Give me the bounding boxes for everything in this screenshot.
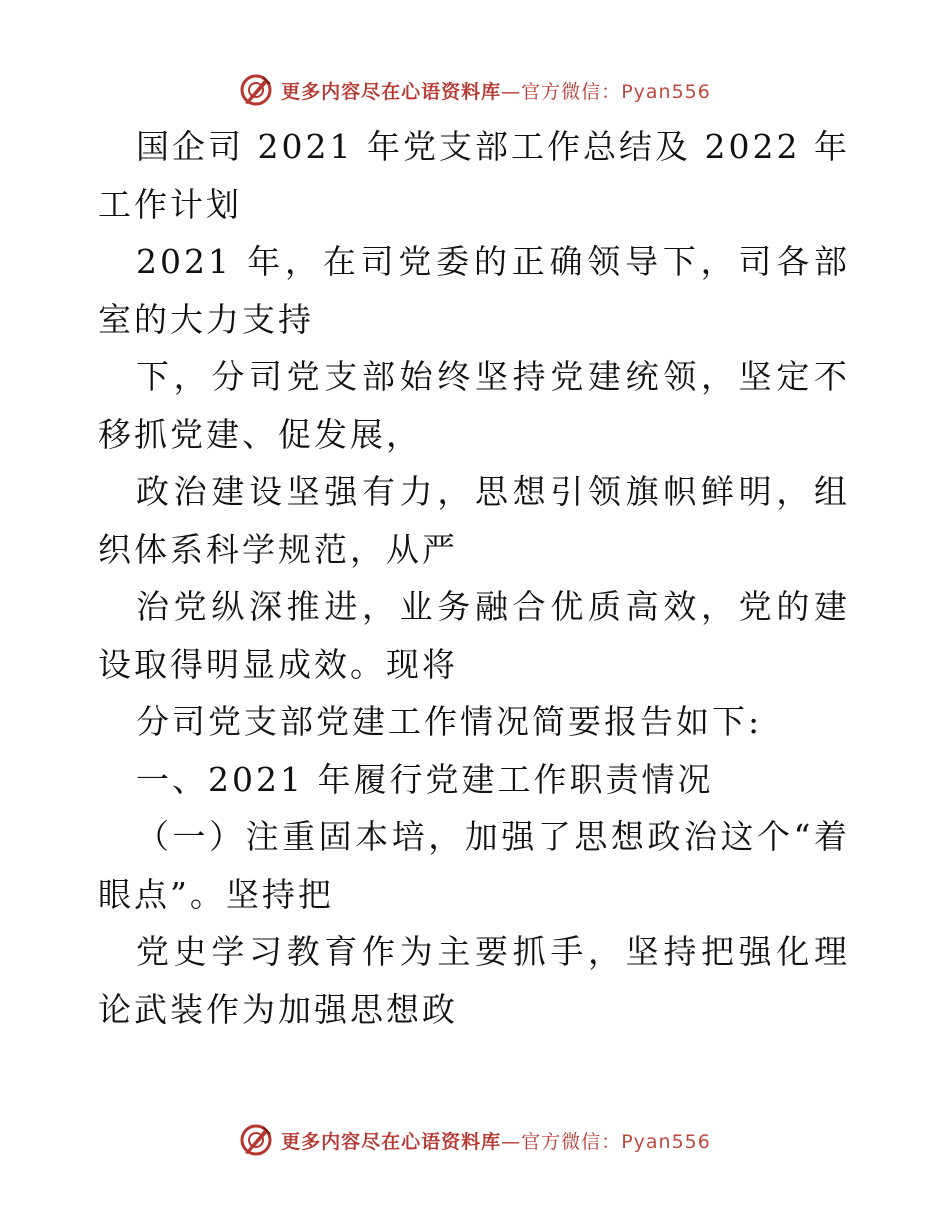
header-banner-text: 更多内容尽在心语资料库—官方微信：Pyan556 bbox=[281, 80, 711, 103]
paragraph: 治党纵深推进，业务融合优质高效，党的建设取得明显成效。现将 bbox=[98, 587, 850, 684]
footer-banner-text: 更多内容尽在心语资料库—官方微信：Pyan556 bbox=[281, 1130, 711, 1153]
paragraph: 国企司 2021 年党支部工作总结及 2022 年工作计划 bbox=[98, 127, 850, 224]
quill-logo-icon bbox=[239, 73, 273, 107]
paragraph: （一）注重固本培，加强了思想政治这个“着眼点”。坚持把 bbox=[98, 817, 850, 914]
document-body bbox=[98, 118, 850, 1038]
paragraph: 2021 年，在司党委的正确领导下，司各部室的大力支持 bbox=[98, 242, 850, 339]
header-banner bbox=[0, 70, 950, 110]
paragraph: 一、2021 年履行党建工作职责情况 bbox=[136, 759, 714, 799]
footer-banner bbox=[0, 1120, 950, 1160]
paragraph: 分司党支部党建工作情况简要报告如下: bbox=[136, 702, 763, 741]
quill-logo-icon bbox=[239, 1123, 273, 1157]
paragraph: 党史学习教育作为主要抓手，坚持把强化理论武装作为加强思想政 bbox=[98, 932, 850, 1029]
paragraph: 政治建设坚强有力，思想引领旗帜鲜明，组织体系科学规范，从严 bbox=[98, 472, 850, 569]
paragraph: 下，分司党支部始终坚持党建统领，坚定不移抓党建、促发展， bbox=[98, 357, 850, 454]
